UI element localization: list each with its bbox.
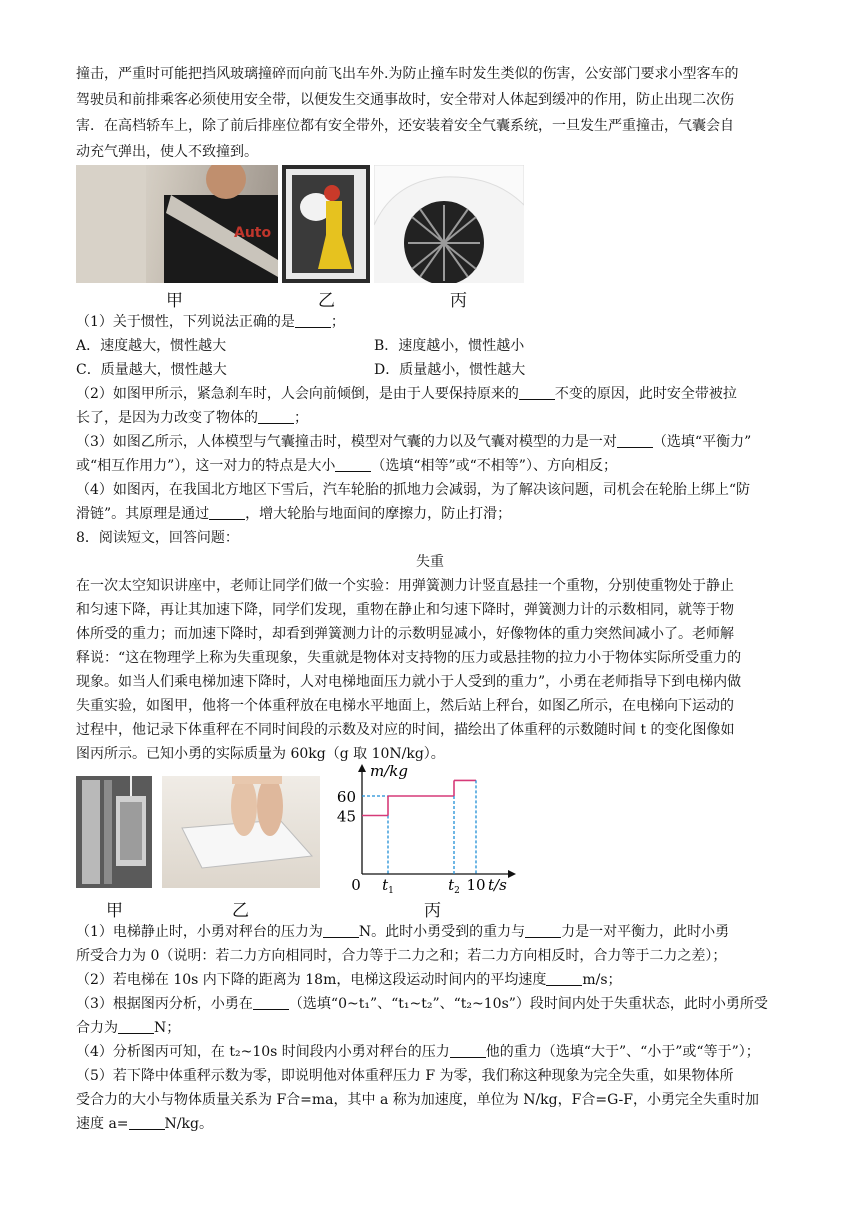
x-axis-label: t/s bbox=[488, 876, 507, 894]
q7-part1: （1）关于惯性，下列说法正确的是 ； bbox=[76, 314, 345, 330]
snow-chain-photo bbox=[374, 165, 524, 283]
seatbelt-illustration bbox=[76, 165, 278, 283]
scale-photo bbox=[162, 776, 320, 888]
passage-line: 失重实验，如图甲，他将一个体重秤放在电梯水平地面上，然后站上秤台，如图乙所示，在电梯向下运动的 bbox=[76, 698, 734, 714]
passage-title: 失重 bbox=[416, 554, 444, 570]
tire-chain-illustration bbox=[374, 165, 524, 283]
y-tick-label: 45 bbox=[336, 807, 356, 826]
passage-line: 释说：“这在物理学上称为失重现象，失重就是物体对支持物的压力或悬挂物的拉力小于物体实际所受重力的 bbox=[76, 650, 742, 666]
elevator-photo bbox=[76, 776, 152, 888]
figure-caption-a: 甲 bbox=[106, 901, 123, 921]
figure-caption-c: 丙 bbox=[450, 291, 467, 311]
x-tick-label: $t_1$ bbox=[382, 876, 394, 894]
intro-line: 驾驶员和前排乘客必须使用安全带，以便发生交通事故时，安全带对人体起到缓冲的作用，防止出现二次伤 bbox=[76, 92, 734, 108]
q8-part1: （1）电梯静止时，小勇对秤台的压力为 N。此时小勇受到的重力与 力是一对平衡力，此时小勇 bbox=[76, 924, 730, 940]
x-tick-label: 10 bbox=[466, 876, 486, 894]
intro-line: 害．在高档轿车上，除了前后排座位都有安全带外，还安装着安全气囊系统，一旦发生严重撞击，气囊会自 bbox=[76, 118, 734, 134]
q7-part4: （4）如图丙，在我国北方地区下雪后，汽车轮胎的抓地力会减弱，为了解决该问题，司机会在轮胎上绑上“防 bbox=[76, 482, 751, 498]
q8-heading: 8．阅读短文，回答问题： bbox=[76, 530, 239, 546]
y-tick-label: 60 bbox=[336, 788, 356, 806]
intro-line: 动充气弹出，使人不致撞到。 bbox=[76, 144, 258, 160]
q7-part4-cont: 滑链”。其原理是通过 ，增大轮胎与地面间的摩擦力，防止打滑； bbox=[76, 506, 512, 522]
q8-part1-cont: 所受合力为 0（说明：若二力方向相同时，合力等于二力之和；若二力方向相反时，合力等于二力之差）； bbox=[76, 948, 727, 964]
figure-caption-b: 乙 bbox=[232, 901, 249, 921]
q8-part3: （3）根据图丙分析，小勇在 （选填“0~t₁”、“t₁~t₂”、“t₂~10s”）段时间内处于失重状态，此时小勇所受 bbox=[76, 996, 768, 1012]
q8-part5: （5）若下降中体重秤示数为零，即说明他对体重秤压力 F 为零，我们称这种现象为完全失重，如果物体所 bbox=[76, 1068, 734, 1084]
shirt-logo: Auto bbox=[234, 225, 272, 241]
passage-line: 体所受的重力；而加速下降时，却看到弹簧测力计的示数明显减小，好像物体的重力突然间减小了。老师解 bbox=[76, 626, 734, 642]
passage-line: 过程中，他记录下体重秤在不同时间段的示数及对应的时间，描绘出了体重秤的示数随时间 t 的变化图像如 bbox=[76, 722, 735, 738]
mass-time-chart bbox=[334, 760, 524, 894]
q7-part2-cont: 长了，是因为力改变了物体的 ； bbox=[76, 410, 308, 426]
x-tick-label: $t_2$ bbox=[448, 876, 460, 894]
q8-part2: （2）若电梯在 10s 内下降的距离为 18m，电梯这段运动时间内的平均速度 m/s； bbox=[76, 972, 622, 988]
q8-part4: （4）分析图丙可知，在 t₂~10s 时间段内小勇对秤台的压力 他的重力（选填“大于”、“小于”或“等于”）； bbox=[76, 1044, 760, 1060]
airbag-photo bbox=[282, 165, 370, 283]
passage-line: 现象。如当人们乘电梯加速下降时，人对电梯地面压力就小于人受到的重力”，小勇在老师指导下到电梯内做 bbox=[76, 674, 742, 690]
q7-part3: （3）如图乙所示，人体模型与气囊撞击时，模型对气囊的力以及气囊对模型的力是一对 （选填“平衡力” bbox=[76, 434, 752, 450]
passage-line: 图丙所示。已知小勇的实际质量为 60kg（g 取 10N/kg）。 bbox=[76, 746, 445, 762]
intro-line: 撞击，严重时可能把挡风玻璃撞碎而向前飞出车外.为防止撞车时发生类似的伤害，公安部门要求小型客车的 bbox=[76, 66, 739, 82]
option-d: D．质量越小，惯性越大 bbox=[374, 362, 526, 378]
q8-part5-end: 速度 a= N/kg。 bbox=[76, 1116, 213, 1132]
x-axis-arrow bbox=[508, 870, 516, 878]
seatbelt-photo bbox=[76, 165, 278, 283]
y-axis-arrow bbox=[358, 764, 366, 772]
option-c: C．质量越大，惯性越大 bbox=[76, 362, 227, 378]
figure-caption-b: 乙 bbox=[318, 291, 335, 311]
passage-line: 和匀速下降，再让其加速下降，同学们发现，重物在静止和匀速下降时，弹簧测力计的示数相同，就等于物 bbox=[76, 602, 734, 618]
q7-part2: （2）如图甲所示，紧急刹车时，人会向前倾倒，是由于人要保持原来的 不变的原因，此时安全带被拉 bbox=[76, 386, 737, 402]
scale-illustration bbox=[162, 776, 320, 888]
option-b: B．速度越小，惯性越小 bbox=[374, 338, 525, 354]
figure-caption-c: 丙 bbox=[424, 901, 441, 921]
q8-part5-cont: 受合力的大小与物体质量关系为 F合=ma，其中 a 称为加速度，单位为 N/kg，F合=G-F，小勇完全失重时加 bbox=[76, 1092, 759, 1108]
y-axis-label: m/kg bbox=[370, 762, 408, 780]
elevator-illustration bbox=[76, 776, 152, 888]
q7-part3-cont: 或“相互作用力”），这一对力的特点是大小 （选填“相等”或“不相等”）、方向相反； bbox=[76, 458, 617, 474]
airbag-illustration bbox=[282, 165, 370, 283]
q8-part3-cont: 合力为 N； bbox=[76, 1020, 181, 1036]
passage-line: 在一次太空知识讲座中，老师让同学们做一个实验：用弹簧测力计竖直悬挂一个重物，分别使重物处于静止 bbox=[76, 578, 734, 594]
option-a: A．速度越大，惯性越大 bbox=[76, 338, 227, 354]
figure-caption-a: 甲 bbox=[166, 291, 183, 311]
x-tick-label: 0 bbox=[351, 876, 361, 894]
